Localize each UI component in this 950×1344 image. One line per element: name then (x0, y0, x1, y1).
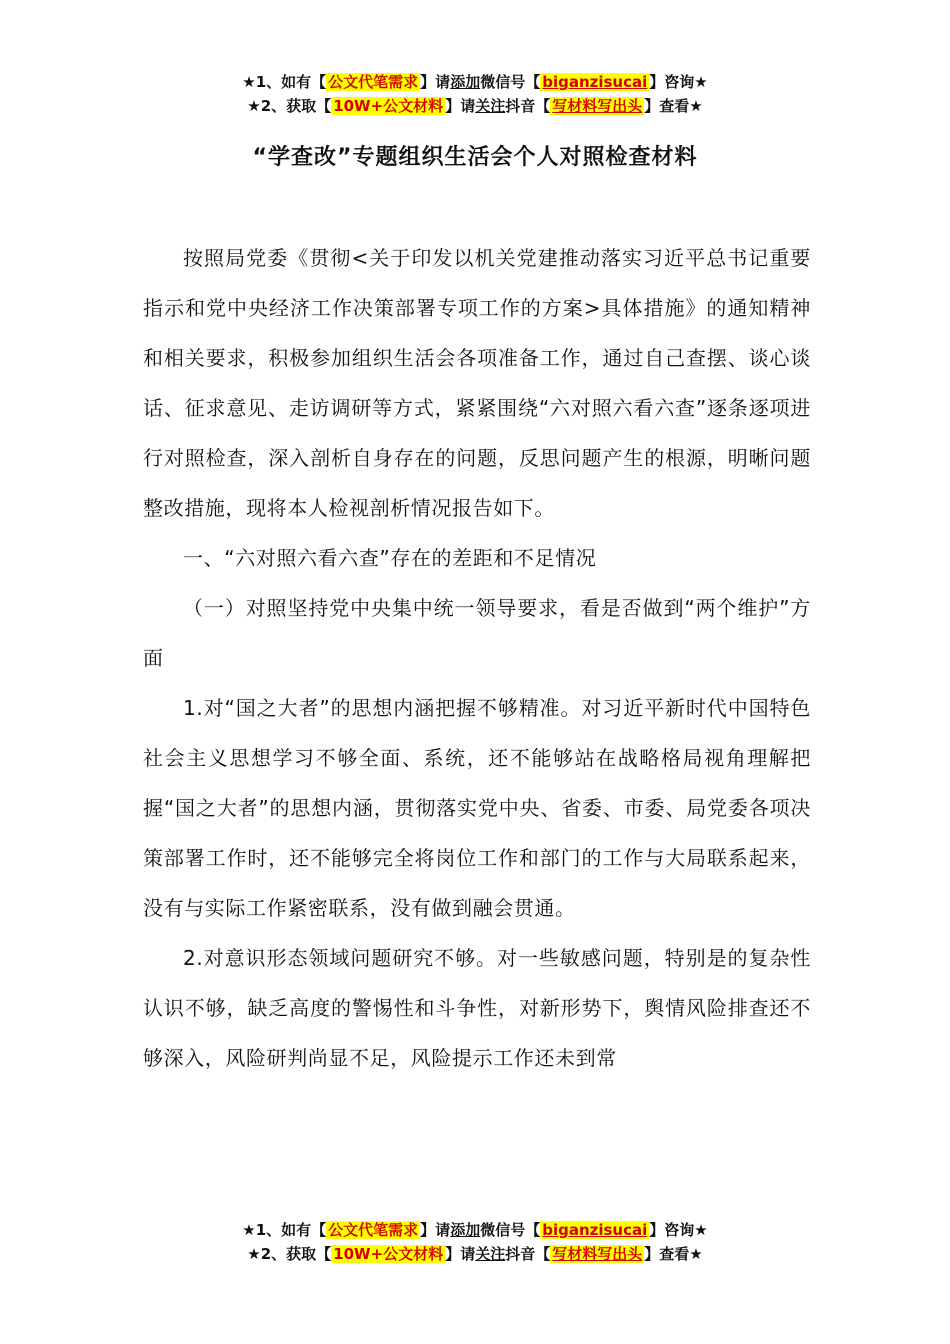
wechat-id: biganzisucai (542, 1221, 648, 1239)
underlined-text: 添加 (450, 73, 481, 91)
footer-line-1: ★1、如有【 公文代笔需求 】请添加微信号【 biganzisucai 】咨询★ (242, 1221, 708, 1239)
wechat-id: biganzisucai (542, 73, 648, 91)
document-body (143, 233, 811, 1083)
section-heading-1: 一、“六对照六看六查”存在的差距和不足情况 (183, 546, 597, 570)
douyin-account: 写材料写出头 (552, 97, 643, 115)
underlined-text: 关注 (475, 1245, 506, 1263)
douyin-account: 写材料写出头 (552, 1245, 643, 1263)
highlight-text: 10W+公文材料 (333, 1245, 444, 1263)
paragraph-item-1: 1.对“国之大者”的思想内涵把握不够精准。对习近平新时代中国特色社会主义思想学习不够全面、系统，还不能够站在战略格局视角理解把握“国之大者”的思想内涵，贯彻落实党中央、省委、市委、局党委各项决策部署工作时，还不能够完全将岗位工作和部门的工作与大局联系起来，没有与实际工作紧密联系，没有做到融会贯通。 (143, 696, 811, 920)
header-banner (0, 70, 950, 118)
highlight-text: 10W+公文材料 (333, 97, 444, 115)
highlight-text: 公文代笔需求 (328, 73, 419, 91)
highlight-text: 公文代笔需求 (328, 1221, 419, 1239)
paragraph-intro: 按照局党委《贯彻<关于印发以机关党建推动落实习近平总书记重要指示和党中央经济工作决策部署专项工作的方案>具体措施》的通知精神和相关要求，积极参加组织生活会各项准备工作，通过自己查摆、谈心谈话、征求意见、走访调研等方式，紧紧围绕“六对照六看六查”逐条逐项进行对照检查，深入剖析自身存在的问题，反思问题产生的根源，明晰问题整改措施，现将本人检视剖析情况报告如下。 (143, 246, 811, 520)
underlined-text: 关注 (475, 97, 506, 115)
subsection-heading-1: （一）对照坚持党中央集中统一领导要求，看是否做到“两个维护”方面 (143, 596, 811, 670)
document-title: “学查改”专题组织生活会个人对照检查材料 (252, 145, 698, 170)
footer-banner (0, 1218, 950, 1266)
header-line-1: ★1、如有【 公文代笔需求 】请添加微信号【 biganzisucai 】咨询★ (242, 73, 708, 91)
header-line-2: ★2、获取【 10W+公文材料 】请关注抖音【 写材料写出头 】查看★ (247, 97, 703, 115)
footer-line-2: ★2、获取【 10W+公文材料 】请关注抖音【 写材料写出头 】查看★ (247, 1245, 703, 1263)
underlined-text: 添加 (450, 1221, 481, 1239)
paragraph-item-2: 2.对意识形态领域问题研究不够。对一些敏感问题，特别是的复杂性认识不够，缺乏高度的警惕性和斗争性，对新形势下，舆情风险排查还不够深入，风险研判尚显不足，风险提示工作还未到常 (143, 946, 811, 1070)
